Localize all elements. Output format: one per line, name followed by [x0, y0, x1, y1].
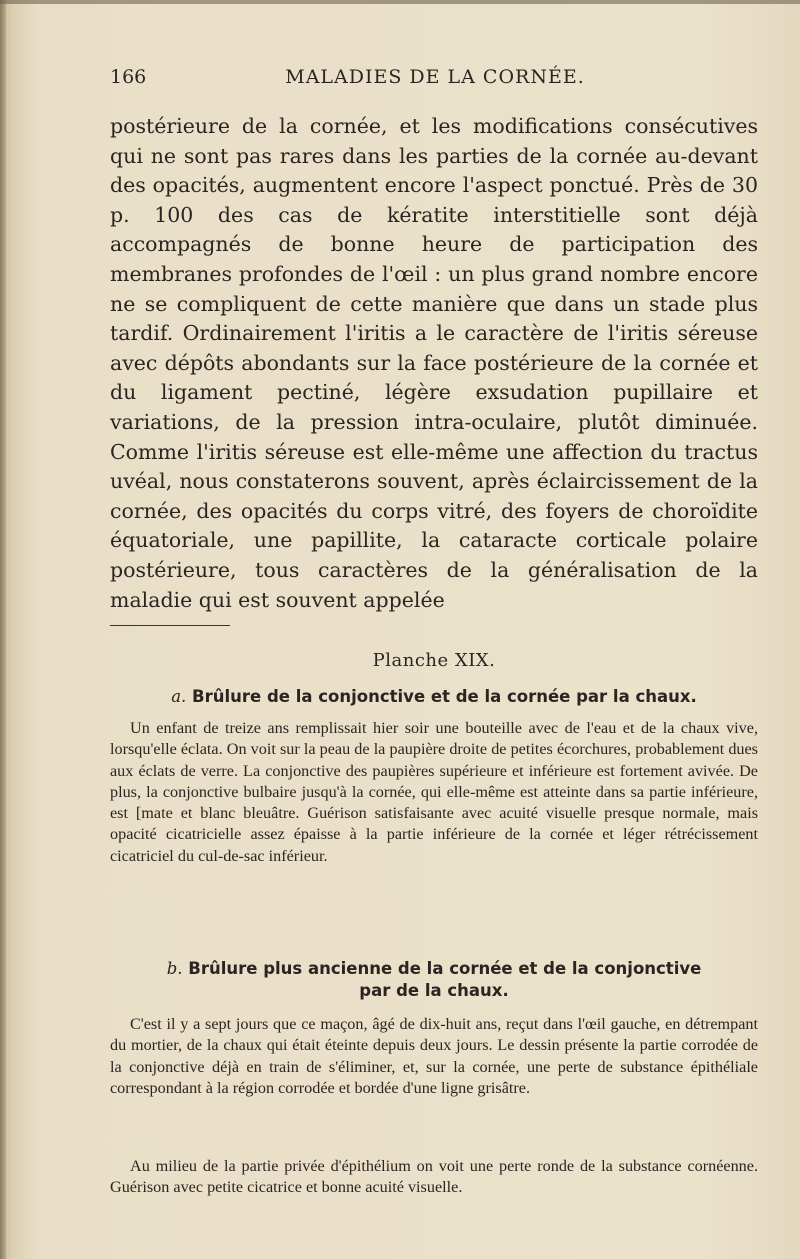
caption-b-text-paragraph-1: C'est il y a sept jours que ce maçon, âgé de dix-huit ans, reçut dans l'œil gauche, en détrempant du mortier, de la chaux qui était éteinte depuis deux jours. Le dessin présente la partie corrodée de la conjonctive déjà en train de s'éliminer, et, sur la cornée, une perte de substance épithéliale correspondant à la région corrodée et bordée d'une ligne grisâtre. — [110, 1015, 758, 1097]
page-number: 166 — [110, 66, 147, 88]
page-header — [110, 66, 760, 96]
caption-a-title: Brûlure de la conjonctive et de la cornée par la chaux. — [192, 687, 697, 706]
footnote-rule — [110, 625, 230, 626]
caption-a-heading — [110, 686, 758, 708]
caption-b-letter: b. — [166, 959, 183, 978]
caption-b-text-paragraph-2: Au milieu de la partie privée d'épithélium on voit une perte ronde de la substance cornéenne. Guérison avec petite cicatrice et bonne acuité visuelle. — [110, 1157, 758, 1197]
page-top-edge — [0, 0, 800, 4]
caption-b-heading — [110, 958, 758, 1002]
main-body-text: postérieure de la cornée, et les modifications consécutives qui ne sont pas rares dans les parties de la cornée au-devant des opacités, augmentent encore l'aspect ponctué. Près de 30 p. 100 des cas de kératite interstitielle sont déjà accompagnés de bonne heure de participation des membranes profondes de l'œil : un plus grand nombre encore ne se compliquent de cette manière que dans un stade plus tardif. Ordinairement l'iritis a le caractère de l'iritis séreuse avec dépôts abondants sur la face postérieure de la cornée et du ligament pectiné, légère exsudation pupillaire et variations, de la pression intra-oculaire, plutôt diminuée. Comme l'iritis séreuse est elle-même une affection du tractus uvéal, nous constaterons souvent, après éclaircissement de la cornée, des opacités du corps vitré, des foyers de choroïdite équatoriale, une papillite, la cataracte corticale polaire postérieure, tous caractères de la généralisation de la maladie qui est souvent appelée — [110, 114, 758, 612]
running-head: MALADIES DE LA CORNÉE. — [285, 66, 585, 88]
caption-b-title-line2: par de la chaux. — [359, 981, 509, 1000]
caption-b-title-line1: Brûlure plus ancienne de la cornée et de la conjonctive — [188, 959, 702, 978]
caption-a-text: Un enfant de treize ans remplissait hier soir une bouteille avec de l'eau et de la chaux vive, lorsqu'elle éclata. On voit sur la peau de la paupière droite de petites écorchures, probablement dues aux éclats de verre. La conjonctive des paupières supérieure et inférieure est fortement avivée. De plus, la conjonctive bulbaire jusqu'à la cornée, qui elle-même est atteinte dans sa partie inférieure, est [mate et blanc bleuâtre. Guérison satisfaisante avec acuité visuelle presque normale, mais opacité cicatricielle assez épaisse à la partie inférieure de la cornée et léger rétrécissement cicatriciel du cul-de-sac inférieur. — [110, 719, 758, 865]
caption-a-letter: a. — [171, 687, 187, 706]
plate-title: Planche XIX. — [372, 650, 496, 671]
book-spine-shadow — [0, 0, 6, 1259]
